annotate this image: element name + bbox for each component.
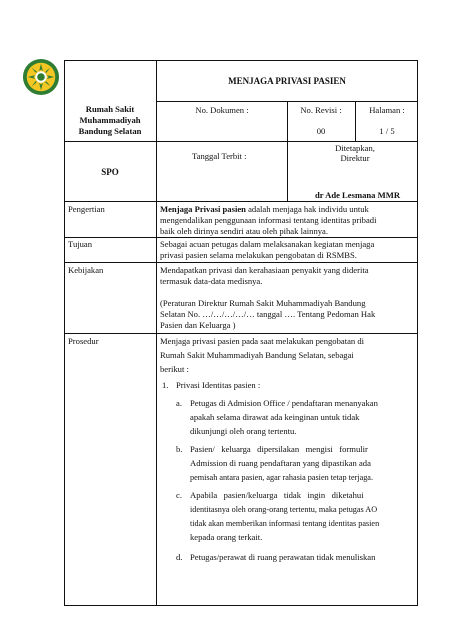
divider-v <box>287 141 288 201</box>
item-b-line-2: Admission di ruang pendaftaran yang dipastikan ada <box>190 458 371 468</box>
row-label-pengertian: Pengertian <box>68 204 105 214</box>
privasi-identitas-heading: Privasi Identitas pasien : <box>176 380 261 390</box>
kebijakan-line-4: Selatan No. …/…/…/…/… tanggal …. Tentang Pedoman Hak <box>160 309 376 319</box>
prosedur-intro-3: berikut : <box>160 364 189 374</box>
divider-h <box>64 237 418 238</box>
item-a-line-3: dikunjungi oleh orang tertentu. <box>190 426 297 436</box>
prosedur-intro-1: Menjaga privasi pasien pada saat melakukan pengobatan di <box>160 336 365 346</box>
list-marker-d: d. <box>176 552 183 562</box>
director-name: dr Ade Lesmana MMR <box>315 190 401 200</box>
list-marker-b: b. <box>176 444 183 454</box>
row-label-kebijakan: Kebijakan <box>68 265 104 275</box>
no-revisi-value: 00 <box>316 126 326 136</box>
kebijakan-line-2: termasuk data-data medisnya. <box>160 276 263 286</box>
list-number-1: 1. <box>162 380 169 390</box>
pengertian-text-1: adalah menjaga hak individu untuk <box>245 204 369 214</box>
ditetapkan-label: Ditetapkan, <box>335 143 375 153</box>
item-b-line-1: Pasien/ keluarga dipersilakan mengisi formulir <box>190 444 368 454</box>
kebijakan-line-3: (Peraturan Direktur Rumah Sakit Muhammadiyah Bandung <box>160 298 366 308</box>
hospital-logo-icon <box>22 58 60 96</box>
item-c-line-1: Apabila pasien/keluarga tidak ingin diketahui <box>190 490 364 500</box>
divider-h <box>64 201 418 202</box>
item-c-line-3: tidak akan memberikan informasi tentang identitas pasien <box>190 519 380 528</box>
pengertian-text-3: baik oleh dirinya sendiri atau oleh pihak lainnya. <box>160 226 329 236</box>
tujuan-line-2: privasi pasien selama melakukan pengobatan di RSMBS. <box>160 250 357 260</box>
item-a-line-2: apakah selama dirawat ada keinginan untuk tidak <box>190 412 360 422</box>
item-c-line-2: identitasnya oleh orang-orang tertentu, maka petugas AO <box>190 505 378 514</box>
pengertian-text <box>160 204 414 215</box>
list-marker-a: a. <box>176 398 182 408</box>
row-label-tujuan: Tujuan <box>68 239 93 249</box>
item-b-line-3: pemisah antara pasien, agar rahasia pasien tetap terjaga. <box>190 473 373 482</box>
document-title: MENJAGA PRIVASI PASIEN <box>228 76 346 86</box>
item-c-line-4: kepada orang terkait. <box>190 532 263 542</box>
divider-h <box>64 333 418 334</box>
direktur-label: Direktur <box>340 153 370 163</box>
pengertian-text-2: mengendalikan penggunaan informasi tentang identitas pribadi <box>160 215 377 225</box>
tanggal-terbit-label: Tanggal Terbit : <box>192 151 247 161</box>
kebijakan-line-1: Mendapatkan privasi dan kerahasiaan penyakit yang diderita <box>160 265 369 275</box>
row-label-prosedur: Prosedur <box>68 336 99 346</box>
hospital-name: Rumah Sakit Muhammadiyah Bandung Selatan <box>78 104 142 136</box>
item-d-line-1: Petugas/perawat di ruang perawatan tidak menuliskan <box>190 552 376 562</box>
kebijakan-line-5: Pasien dan Keluarga ) <box>160 320 236 330</box>
halaman-value: 1 / 5 <box>379 126 395 136</box>
no-revisi-label: No. Revisi : <box>300 105 342 115</box>
list-marker-c: c. <box>176 490 182 500</box>
no-dokumen-label: No. Dokumen : <box>195 105 249 115</box>
prosedur-intro-2: Rumah Sakit Muhammadiyah Bandung Selatan, sebagai <box>160 350 354 360</box>
divider-v <box>156 60 157 201</box>
item-a-line-1: Petugas di Admision Office / pendaftaran menanyakan <box>190 398 378 408</box>
spo-label: SPO <box>101 167 119 177</box>
pengertian-term: Menjaga Privasi pasien <box>160 204 246 214</box>
divider-h <box>64 262 418 263</box>
tujuan-line-1: Sebagai acuan petugas dalam melaksanakan kegiatan menjaga <box>160 239 375 249</box>
halaman-label: Halaman : <box>369 105 405 115</box>
divider-h <box>64 141 418 142</box>
